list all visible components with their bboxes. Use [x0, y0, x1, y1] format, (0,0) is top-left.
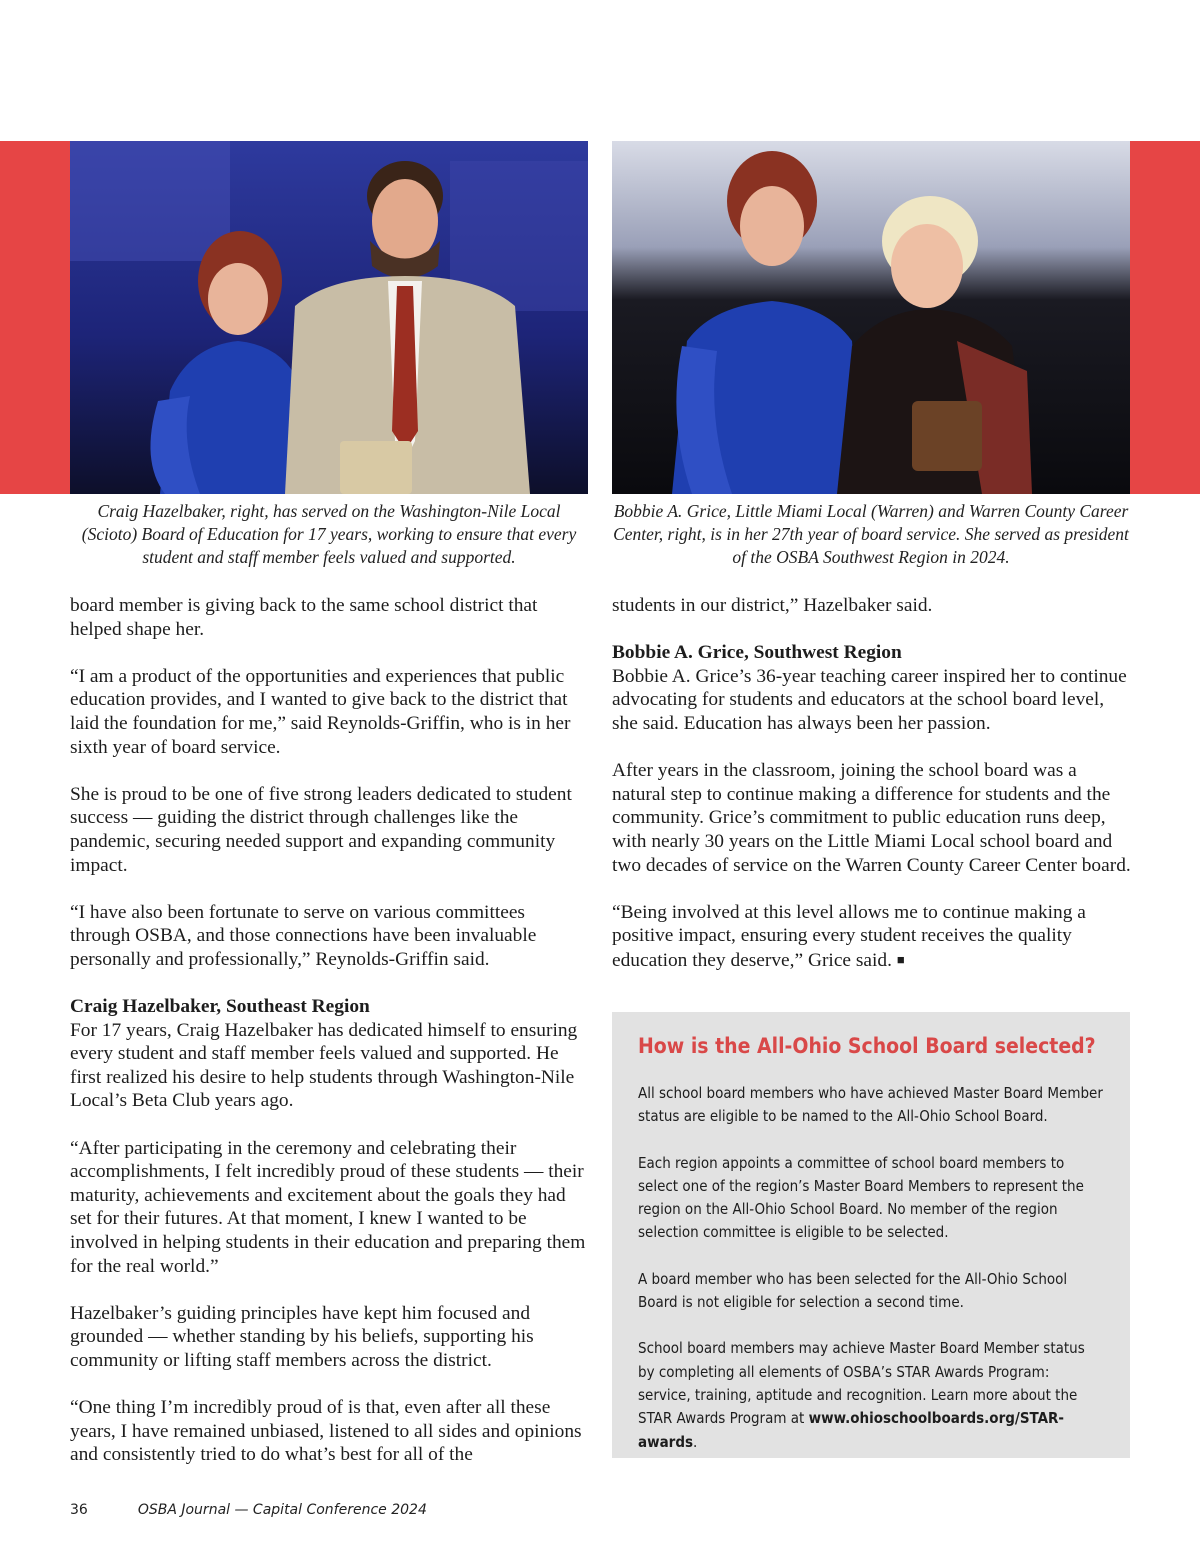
- sidebar-title: How is the All-Ohio School Board selected?: [638, 1034, 1096, 1058]
- paragraph: board member is giving back to the same school district that helped shape her.: [70, 595, 538, 640]
- photo-grice: [612, 141, 1130, 494]
- page-number: 36: [70, 1502, 88, 1518]
- star-awards-link[interactable]: www.ohioschoolboards.org/STAR-awards: [638, 1409, 1065, 1451]
- sidebar-paragraph: All school board members who have achieved Master Board Member status are eligible to be named to the All-Ohio School Board.: [638, 1084, 1103, 1126]
- paragraph: For 17 years, Craig Hazelbaker has dedicated himself to ensuring every student and staff member feels valued and supported. He first realized his desire to help students through Washington-Nile Local’s Beta Club years ago.: [70, 1019, 578, 1112]
- sidebar-paragraph-text: School board members may achieve Master Board Member status by completing all elements of OSBA’s STAR Awards Program: service, training, aptitude and recognition. Learn more about the STAR Awards Program at: [638, 1339, 1085, 1428]
- paragraph-text: “Being involved at this level allows me to continue making a positive impact, ensuring every student receives the quality education they deserve,” Grice said.: [612, 901, 1086, 971]
- paragraph: After years in the classroom, joining the school board was a natural step to continue making a difference for students and the community. Grice’s commitment to public education runs deep, with nearly 30 years on the Little Miami Local school board and two decades of service on the Warren County Career Center board.: [612, 760, 1131, 876]
- section-heading-grice: Bobbie A. Grice, Southwest Region: [612, 642, 902, 664]
- paragraph: She is proud to be one of five strong leaders dedicated to student success — guiding the district through challenges like the pandemic, securing needed support and expanding community impact.: [70, 783, 572, 876]
- sidebar-period: .: [693, 1432, 698, 1451]
- paragraph: students in our district,” Hazelbaker said.: [612, 595, 933, 616]
- article-column-right: [612, 594, 1132, 996]
- red-accent-band-right: [1130, 141, 1200, 494]
- paragraph: “After participating in the ceremony and celebrating their accomplishments, I felt incredibly proud of these students — their maturity, achievements and excitement about the goals they had set for their futures. At that moment, I knew I wanted to be involved in helping students in their education and preparing them for the real world.”: [70, 1137, 586, 1277]
- photo-caption-hazelbaker: Craig Hazelbaker, right, has served on the Washington-Nile Local (Scioto) Board of Education for 17 years, working to ensure that every student and staff member feels valued and supported.: [81, 501, 577, 567]
- photo-caption-grice: Bobbie A. Grice, Little Miami Local (Warren) and Warren County Career Center, right, is in her 27th year of board service. She served as president of the OSBA Southwest Region in 2024.: [613, 501, 1129, 567]
- paragraph: “I am a product of the opportunities and experiences that public education provides, and I wanted to give back to the district that laid the foundation for me,” said Reynolds-Griffin, who is in her sixth year of board service.: [70, 665, 571, 758]
- sidebar-paragraph: A board member who has been selected for the All-Ohio School Board is not eligible for selection a second time.: [638, 1269, 1068, 1312]
- end-of-article-mark: ■: [896, 951, 905, 967]
- paragraph: Hazelbaker’s guiding principles have kept him focused and grounded — whether standing by his beliefs, supporting his community or lifting staff members across the district.: [70, 1302, 534, 1371]
- sidebar-paragraph: [638, 1337, 1104, 1453]
- page-footer: [70, 1502, 427, 1518]
- sidebar-paragraph: Each region appoints a committee of school board members to select one of the region’s Master Board Members to represent the region on the All-Ohio School Board. No member of the region selection committee is eligible to be selected.: [638, 1153, 1084, 1242]
- article-column-left: [70, 594, 590, 1491]
- section-heading-hazelbaker: Craig Hazelbaker, Southeast Region: [70, 996, 370, 1018]
- paragraph: Bobbie A. Grice’s 36-year teaching career inspired her to continue advocating for students and educators at the school board level, she said. Education has always been her passion.: [612, 665, 1127, 734]
- paragraph: “One thing I’m incredibly proud of is that, even after all these years, I have remained unbiased, listened to all sides and opinions and consistently tried to do what’s best for all of the: [70, 1397, 582, 1466]
- photo-hazelbaker: [70, 141, 588, 494]
- paragraph: [612, 901, 1132, 973]
- journal-title: OSBA Journal — Capital Conference 2024: [137, 1502, 427, 1518]
- red-accent-band-left: [0, 141, 70, 494]
- sidebar-selection-info: [612, 1012, 1130, 1458]
- paragraph: “I have also been fortunate to serve on various committees through OSBA, and those connections have been invaluable personally and professionally,” Reynolds-Griffin said.: [70, 901, 537, 970]
